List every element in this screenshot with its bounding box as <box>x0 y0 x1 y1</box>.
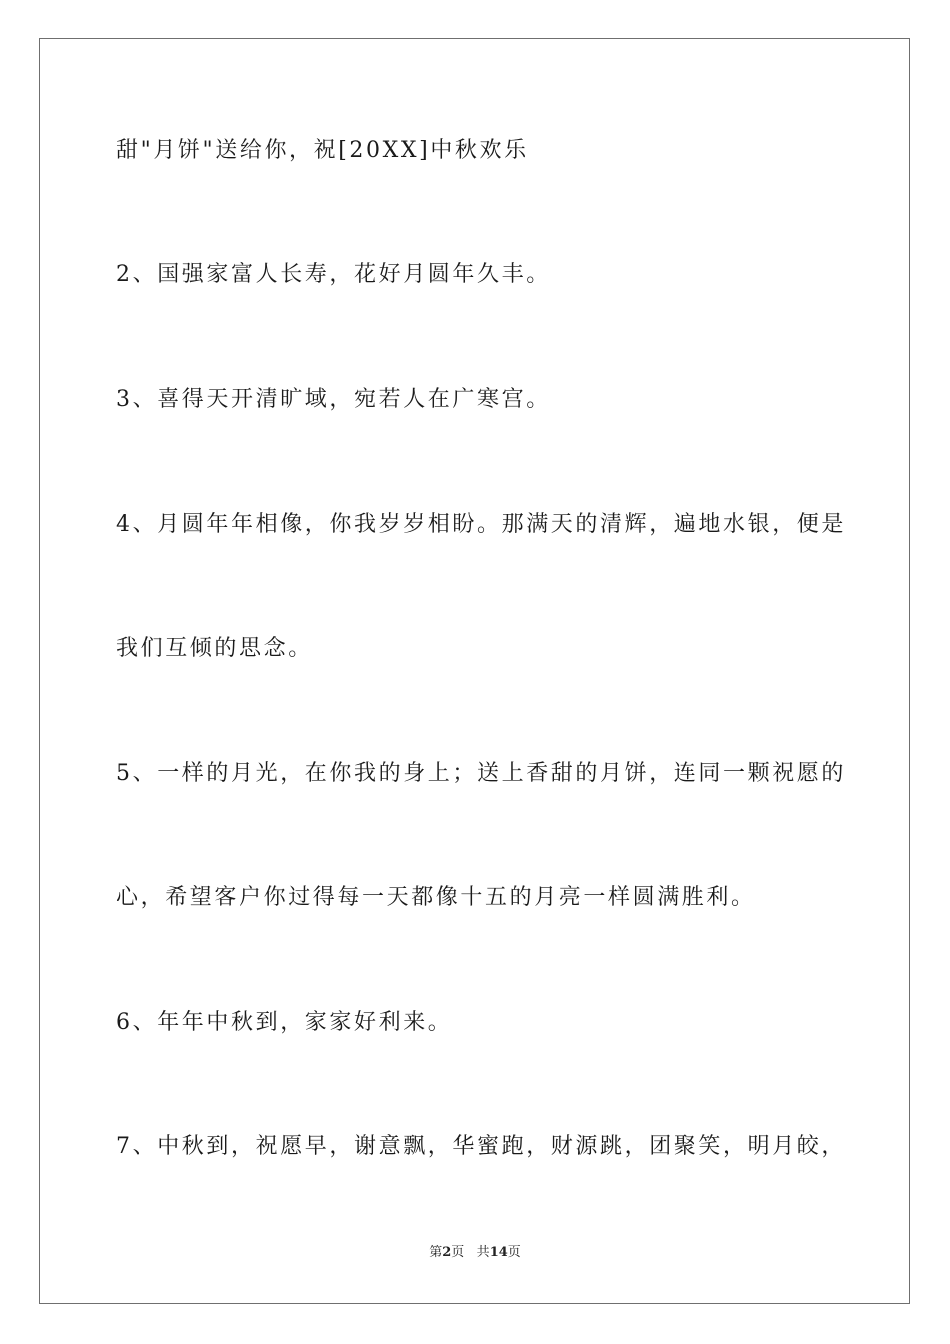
page-footer <box>0 1245 950 1261</box>
page-prefix: 第 <box>429 1245 443 1260</box>
total-suffix: 页 <box>507 1245 521 1260</box>
total-prefix: 共 <box>476 1245 490 1260</box>
text-line: 3、喜得天开清旷域，宛若人在广寒宫。 <box>116 387 551 412</box>
total-pages-number: 14 <box>489 1245 508 1260</box>
current-page-number: 2 <box>442 1245 452 1260</box>
text-line: 4、月圆年年相像，你我岁岁相盼。那满天的清辉，遍地水银，便是 <box>116 512 846 537</box>
text-line: 5、一样的月光，在你我的身上；送上香甜的月饼，连同一颗祝愿的 <box>116 761 846 786</box>
text-line: 6、年年中秋到，家家好利来。 <box>116 1010 453 1035</box>
text-line: 心，希望客户你过得每一天都像十五的月亮一样圆满胜利。 <box>116 885 756 910</box>
page-suffix: 页 <box>451 1245 465 1260</box>
text-line: 7、中秋到，祝愿早，谢意飘，华蜜跑，财源跳，团聚笑，明月皎， <box>116 1134 846 1159</box>
page-border <box>39 38 910 1304</box>
text-line: 我们互倾的思念。 <box>116 636 313 661</box>
text-line: 2、国强家富人长寿，花好月圆年久丰。 <box>116 262 551 287</box>
text-line: 甜"月饼"送给你，祝[20XX]中秋欢乐 <box>116 138 529 163</box>
